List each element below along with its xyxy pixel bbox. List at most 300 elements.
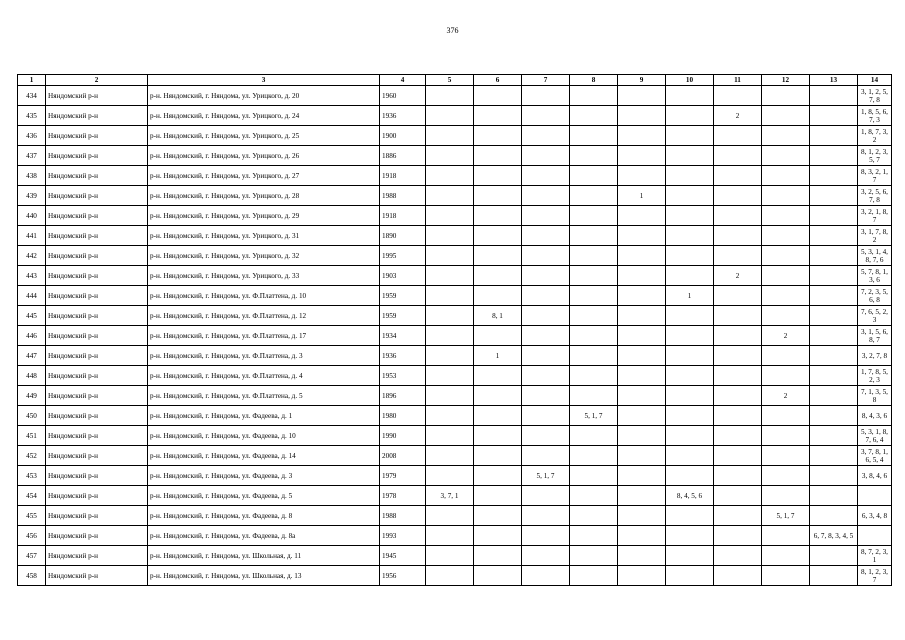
year-cell: 1945 (380, 546, 426, 566)
column-header: 8 (570, 75, 618, 86)
address-cell: р-н. Няндомский, г. Няндома, ул. Ф.Платтена, д. 10 (148, 286, 380, 306)
address-cell: р-н. Няндомский, г. Няндома, ул. Урицкого, д. 24 (148, 106, 380, 126)
col10-cell (666, 566, 714, 586)
col5-cell (426, 546, 474, 566)
table-row (18, 406, 892, 426)
address-cell: р-н. Няндомский, г. Няндома, ул. Урицкого, д. 26 (148, 146, 380, 166)
row-number-cell: 447 (18, 346, 46, 366)
col11-cell (714, 126, 762, 146)
col9-cell: 1 (618, 186, 666, 206)
year-cell: 1936 (380, 346, 426, 366)
col5-cell (426, 146, 474, 166)
col8-cell (570, 246, 618, 266)
address-cell: р-н. Няндомский, г. Няндома, ул. Урицкого, д. 20 (148, 86, 380, 106)
col9-cell (618, 386, 666, 406)
col5-cell: 3, 7, 1 (426, 486, 474, 506)
col12-cell (762, 86, 810, 106)
col10-cell (666, 506, 714, 526)
address-cell: р-н. Няндомский, г. Няндома, ул. Фадеева, д. 5 (148, 486, 380, 506)
registry-table (17, 74, 892, 586)
col11-cell (714, 206, 762, 226)
col5-cell (426, 266, 474, 286)
col13-cell (810, 566, 858, 586)
col11-cell: 2 (714, 266, 762, 286)
col6-cell (474, 406, 522, 426)
district-cell: Няндомский р-н (46, 206, 148, 226)
col8-cell (570, 546, 618, 566)
col13-cell (810, 466, 858, 486)
col10-cell (666, 326, 714, 346)
district-cell: Няндомский р-н (46, 526, 148, 546)
col6-cell (474, 126, 522, 146)
col9-cell (618, 146, 666, 166)
col8-cell (570, 506, 618, 526)
col6-cell (474, 426, 522, 446)
col13-cell (810, 426, 858, 446)
address-cell: р-н. Няндомский, г. Няндома, ул. Урицкого, д. 31 (148, 226, 380, 246)
row-number-cell: 446 (18, 326, 46, 346)
col12-cell (762, 186, 810, 206)
col6-cell: 8, 1 (474, 306, 522, 326)
table-row (18, 386, 892, 406)
col14-cell: 8, 3, 2, 1, 7 (858, 166, 892, 186)
row-number-cell: 450 (18, 406, 46, 426)
col7-cell (522, 246, 570, 266)
table-row (18, 306, 892, 326)
col14-cell: 3, 2, 5, 6, 7, 8 (858, 186, 892, 206)
col11-cell (714, 546, 762, 566)
col10-cell (666, 166, 714, 186)
column-header: 7 (522, 75, 570, 86)
col13-cell (810, 386, 858, 406)
col7-cell (522, 206, 570, 226)
col6-cell (474, 106, 522, 126)
col7-cell (522, 526, 570, 546)
col13-cell (810, 346, 858, 366)
district-cell: Няндомский р-н (46, 166, 148, 186)
row-number-cell: 443 (18, 266, 46, 286)
col13-cell (810, 326, 858, 346)
district-cell: Няндомский р-н (46, 286, 148, 306)
district-cell: Няндомский р-н (46, 326, 148, 346)
table-row (18, 266, 892, 286)
row-number-cell: 448 (18, 366, 46, 386)
col8-cell (570, 86, 618, 106)
col5-cell (426, 526, 474, 546)
col8-cell (570, 486, 618, 506)
col5-cell (426, 446, 474, 466)
col6-cell (474, 446, 522, 466)
col5-cell (426, 186, 474, 206)
year-cell: 1979 (380, 466, 426, 486)
col7-cell (522, 446, 570, 466)
table-row (18, 486, 892, 506)
year-cell: 1978 (380, 486, 426, 506)
col9-cell (618, 246, 666, 266)
col5-cell (426, 306, 474, 326)
year-cell: 1988 (380, 186, 426, 206)
col14-cell: 8, 7, 2, 3, 1 (858, 546, 892, 566)
year-cell: 1936 (380, 106, 426, 126)
col11-cell (714, 166, 762, 186)
col9-cell (618, 286, 666, 306)
col8-cell (570, 146, 618, 166)
col7-cell (522, 366, 570, 386)
col6-cell (474, 546, 522, 566)
col11-cell (714, 566, 762, 586)
year-cell: 1960 (380, 86, 426, 106)
col14-cell: 3, 1, 2, 5, 7, 8 (858, 86, 892, 106)
address-cell: р-н. Няндомский, г. Няндома, ул. Ф.Платтена, д. 12 (148, 306, 380, 326)
address-cell: р-н. Няндомский, г. Няндома, ул. Школьная, д. 13 (148, 566, 380, 586)
district-cell: Няндомский р-н (46, 306, 148, 326)
col9-cell (618, 106, 666, 126)
col7-cell (522, 166, 570, 186)
year-cell: 2008 (380, 446, 426, 466)
column-header: 13 (810, 75, 858, 86)
col8-cell (570, 326, 618, 346)
col10-cell (666, 386, 714, 406)
col6-cell (474, 466, 522, 486)
col14-cell: 3, 7, 8, 1, 6, 5, 4 (858, 446, 892, 466)
col14-cell: 3, 8, 4, 6 (858, 466, 892, 486)
col10-cell (666, 526, 714, 546)
row-number-cell: 457 (18, 546, 46, 566)
column-header: 4 (380, 75, 426, 86)
col11-cell (714, 346, 762, 366)
col8-cell (570, 106, 618, 126)
col10-cell (666, 546, 714, 566)
col13-cell (810, 266, 858, 286)
col9-cell (618, 326, 666, 346)
address-cell: р-н. Няндомский, г. Няндома, ул. Урицкого, д. 32 (148, 246, 380, 266)
col10-cell: 1 (666, 286, 714, 306)
col10-cell (666, 406, 714, 426)
year-cell: 1896 (380, 386, 426, 406)
col5-cell (426, 506, 474, 526)
col10-cell (666, 126, 714, 146)
table-row (18, 126, 892, 146)
col12-cell: 2 (762, 326, 810, 346)
col14-cell: 5, 3, 1, 8, 7, 6, 4 (858, 426, 892, 446)
col12-cell (762, 166, 810, 186)
col14-cell: 1, 7, 8, 5, 2, 3 (858, 366, 892, 386)
address-cell: р-н. Няндомский, г. Няндома, ул. Фадеева, д. 14 (148, 446, 380, 466)
col13-cell (810, 246, 858, 266)
col9-cell (618, 566, 666, 586)
table-row (18, 146, 892, 166)
col9-cell (618, 546, 666, 566)
address-cell: р-н. Няндомский, г. Няндома, ул. Фадеева, д. 8 (148, 506, 380, 526)
table-row (18, 566, 892, 586)
col11-cell (714, 506, 762, 526)
col7-cell (522, 186, 570, 206)
col13-cell (810, 126, 858, 146)
row-number-cell: 436 (18, 126, 46, 146)
col5-cell (426, 566, 474, 586)
col8-cell (570, 286, 618, 306)
column-header: 10 (666, 75, 714, 86)
col14-cell: 3, 1, 5, 6, 8, 7 (858, 326, 892, 346)
year-cell: 1995 (380, 246, 426, 266)
table-row (18, 446, 892, 466)
col6-cell (474, 86, 522, 106)
col14-cell: 3, 2, 1, 8, 7 (858, 206, 892, 226)
col5-cell (426, 86, 474, 106)
col9-cell (618, 346, 666, 366)
col8-cell (570, 166, 618, 186)
header-row (18, 75, 892, 86)
col9-cell (618, 266, 666, 286)
table-row (18, 506, 892, 526)
col9-cell (618, 526, 666, 546)
col9-cell (618, 406, 666, 426)
col10-cell (666, 106, 714, 126)
column-header: 12 (762, 75, 810, 86)
col6-cell (474, 526, 522, 546)
row-number-cell: 453 (18, 466, 46, 486)
col12-cell (762, 366, 810, 386)
col14-cell: 3, 2, 7, 8 (858, 346, 892, 366)
year-cell: 1990 (380, 426, 426, 446)
col7-cell (522, 126, 570, 146)
row-number-cell: 456 (18, 526, 46, 546)
col6-cell (474, 186, 522, 206)
col6-cell (474, 206, 522, 226)
col10-cell (666, 146, 714, 166)
col14-cell: 5, 7, 8, 1, 3, 6 (858, 266, 892, 286)
col7-cell (522, 486, 570, 506)
address-cell: р-н. Няндомский, г. Няндома, ул. Ф.Платтена, д. 5 (148, 386, 380, 406)
col6-cell (474, 166, 522, 186)
column-header: 9 (618, 75, 666, 86)
col8-cell (570, 386, 618, 406)
col14-cell: 6, 3, 4, 8 (858, 506, 892, 526)
row-number-cell: 455 (18, 506, 46, 526)
row-number-cell: 452 (18, 446, 46, 466)
column-header: 6 (474, 75, 522, 86)
col10-cell (666, 246, 714, 266)
col6-cell (474, 286, 522, 306)
col9-cell (618, 86, 666, 106)
year-cell: 1956 (380, 566, 426, 586)
row-number-cell: 441 (18, 226, 46, 246)
col13-cell (810, 546, 858, 566)
col5-cell (426, 106, 474, 126)
col10-cell: 8, 4, 5, 6 (666, 486, 714, 506)
col7-cell (522, 546, 570, 566)
row-number-cell: 444 (18, 286, 46, 306)
col12-cell: 5, 1, 7 (762, 506, 810, 526)
col9-cell (618, 206, 666, 226)
table-row (18, 426, 892, 446)
col11-cell (714, 326, 762, 346)
col12-cell (762, 546, 810, 566)
table-row (18, 546, 892, 566)
district-cell: Няндомский р-н (46, 466, 148, 486)
table-row (18, 526, 892, 546)
table-row (18, 246, 892, 266)
district-cell: Няндомский р-н (46, 366, 148, 386)
col11-cell (714, 446, 762, 466)
table-row (18, 466, 892, 486)
col5-cell (426, 326, 474, 346)
col13-cell (810, 446, 858, 466)
col13-cell (810, 86, 858, 106)
col7-cell (522, 226, 570, 246)
district-cell: Няндомский р-н (46, 266, 148, 286)
col7-cell (522, 146, 570, 166)
col8-cell (570, 346, 618, 366)
column-header: 11 (714, 75, 762, 86)
col12-cell (762, 286, 810, 306)
district-cell: Няндомский р-н (46, 546, 148, 566)
row-number-cell: 439 (18, 186, 46, 206)
year-cell: 1918 (380, 166, 426, 186)
col7-cell (522, 426, 570, 446)
col11-cell (714, 386, 762, 406)
col8-cell (570, 566, 618, 586)
district-cell: Няндомский р-н (46, 226, 148, 246)
row-number-cell: 449 (18, 386, 46, 406)
table-row (18, 346, 892, 366)
col12-cell (762, 246, 810, 266)
col6-cell (474, 566, 522, 586)
col12-cell (762, 406, 810, 426)
col14-cell: 8, 1, 2, 3, 7 (858, 566, 892, 586)
col11-cell (714, 466, 762, 486)
col10-cell (666, 86, 714, 106)
col14-cell: 7, 2, 3, 5, 6, 8 (858, 286, 892, 306)
col5-cell (426, 286, 474, 306)
col7-cell (522, 266, 570, 286)
col6-cell (474, 386, 522, 406)
col8-cell (570, 206, 618, 226)
col12-cell (762, 146, 810, 166)
col5-cell (426, 426, 474, 446)
table-row (18, 106, 892, 126)
year-cell: 1953 (380, 366, 426, 386)
year-cell: 1980 (380, 406, 426, 426)
table-row (18, 366, 892, 386)
col12-cell (762, 106, 810, 126)
col11-cell (714, 406, 762, 426)
col7-cell (522, 286, 570, 306)
col12-cell (762, 306, 810, 326)
col12-cell (762, 346, 810, 366)
col13-cell (810, 366, 858, 386)
address-cell: р-н. Няндомский, г. Няндома, ул. Фадеева, д. 10 (148, 426, 380, 446)
col11-cell (714, 426, 762, 446)
col11-cell (714, 226, 762, 246)
col12-cell: 2 (762, 386, 810, 406)
table-row (18, 166, 892, 186)
address-cell: р-н. Няндомский, г. Няндома, ул. Школьная, д. 11 (148, 546, 380, 566)
col9-cell (618, 426, 666, 446)
address-cell: р-н. Няндомский, г. Няндома, ул. Ф.Платтена, д. 17 (148, 326, 380, 346)
col6-cell (474, 246, 522, 266)
col14-cell: 1, 8, 5, 6, 7, 3 (858, 106, 892, 126)
col12-cell (762, 226, 810, 246)
col5-cell (426, 366, 474, 386)
col14-cell (858, 486, 892, 506)
col9-cell (618, 226, 666, 246)
table-row (18, 326, 892, 346)
col11-cell (714, 146, 762, 166)
col12-cell (762, 446, 810, 466)
address-cell: р-н. Няндомский, г. Няндома, ул. Урицкого, д. 25 (148, 126, 380, 146)
col13-cell (810, 106, 858, 126)
col7-cell (522, 386, 570, 406)
col8-cell (570, 526, 618, 546)
col7-cell: 5, 1, 7 (522, 466, 570, 486)
col10-cell (666, 446, 714, 466)
col11-cell (714, 246, 762, 266)
col12-cell (762, 566, 810, 586)
address-cell: р-н. Няндомский, г. Няндома, ул. Урицкого, д. 33 (148, 266, 380, 286)
col13-cell (810, 486, 858, 506)
col11-cell (714, 306, 762, 326)
col11-cell (714, 286, 762, 306)
year-cell: 1934 (380, 326, 426, 346)
col5-cell (426, 346, 474, 366)
col13-cell (810, 406, 858, 426)
col9-cell (618, 166, 666, 186)
col12-cell (762, 206, 810, 226)
year-cell: 1890 (380, 226, 426, 246)
col13-cell (810, 206, 858, 226)
col6-cell (474, 266, 522, 286)
row-number-cell: 454 (18, 486, 46, 506)
col5-cell (426, 226, 474, 246)
year-cell: 1886 (380, 146, 426, 166)
column-header: 14 (858, 75, 892, 86)
col8-cell (570, 446, 618, 466)
col8-cell (570, 266, 618, 286)
table-row (18, 186, 892, 206)
year-cell: 1959 (380, 286, 426, 306)
col9-cell (618, 486, 666, 506)
col7-cell (522, 506, 570, 526)
col5-cell (426, 166, 474, 186)
col8-cell (570, 126, 618, 146)
col11-cell (714, 526, 762, 546)
col10-cell (666, 206, 714, 226)
district-cell: Няндомский р-н (46, 346, 148, 366)
year-cell: 1959 (380, 306, 426, 326)
col9-cell (618, 446, 666, 466)
row-number-cell: 434 (18, 86, 46, 106)
col14-cell: 5, 3, 1, 4, 8, 7, 6 (858, 246, 892, 266)
col10-cell (666, 306, 714, 326)
col11-cell (714, 86, 762, 106)
row-number-cell: 437 (18, 146, 46, 166)
col13-cell: 6, 7, 8, 3, 4, 5 (810, 526, 858, 546)
col11-cell: 2 (714, 106, 762, 126)
col6-cell (474, 506, 522, 526)
district-cell: Няндомский р-н (46, 426, 148, 446)
col6-cell (474, 146, 522, 166)
col8-cell: 5, 1, 7 (570, 406, 618, 426)
col5-cell (426, 406, 474, 426)
col12-cell (762, 126, 810, 146)
col8-cell (570, 186, 618, 206)
page-number: 376 (446, 26, 459, 35)
col12-cell (762, 266, 810, 286)
col7-cell (522, 306, 570, 326)
district-cell: Няндомский р-н (46, 246, 148, 266)
row-number-cell: 440 (18, 206, 46, 226)
